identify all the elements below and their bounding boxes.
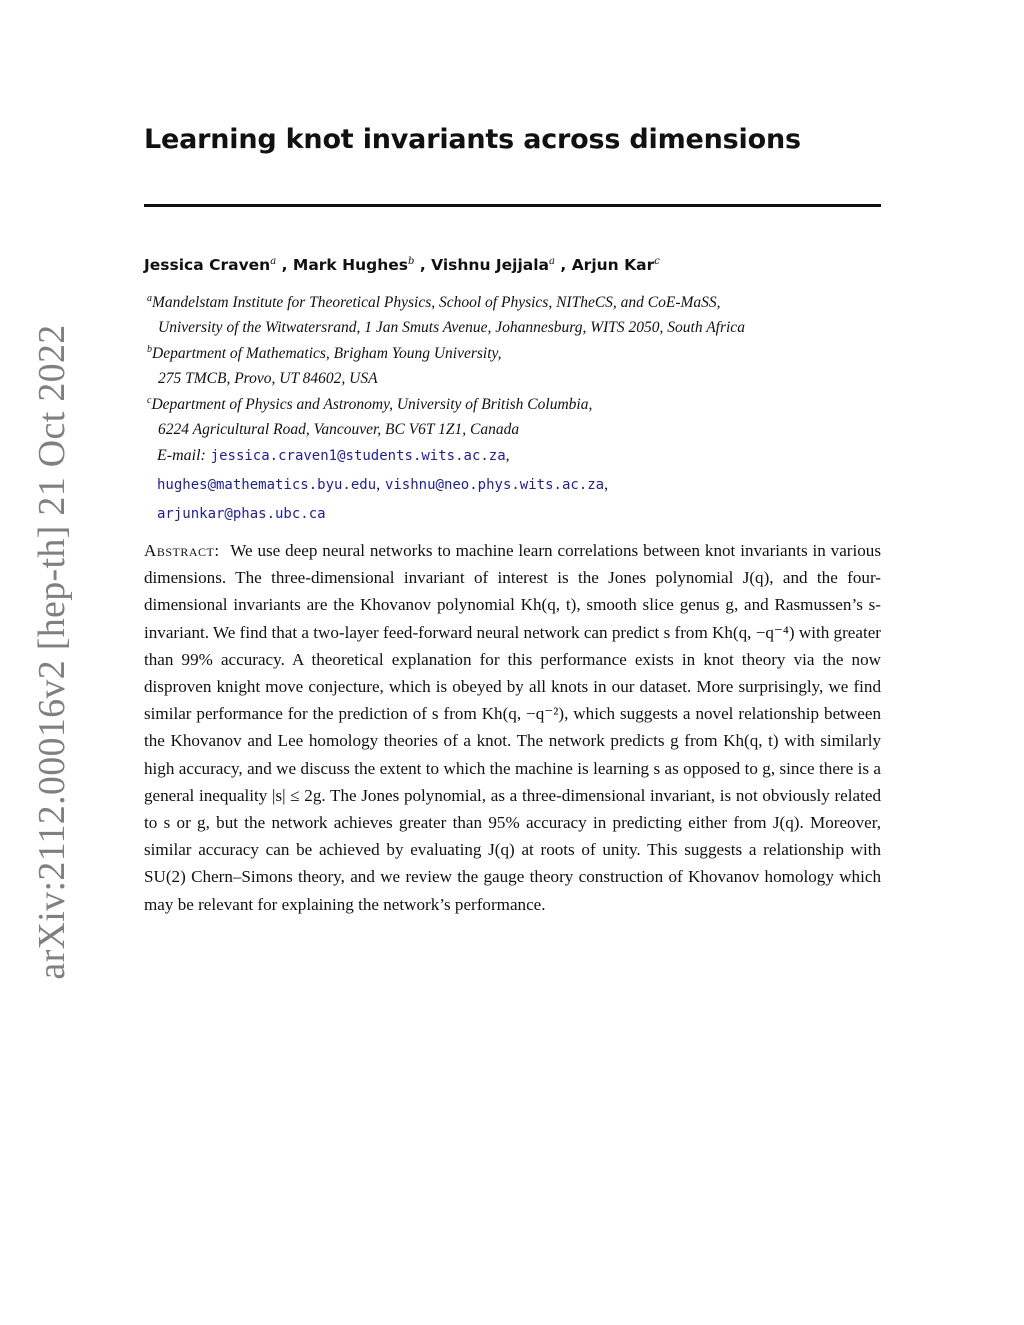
affiliation-line: 6224 Agricultural Road, Vancouver, BC V6T 1Z1, Canada <box>158 421 520 439</box>
affiliation-mark: a <box>549 256 555 267</box>
email-block <box>157 441 608 528</box>
email-separator: , <box>505 447 510 464</box>
abstract-heading: Abstract: <box>144 541 220 560</box>
affiliation-line: University of the Witwatersrand, 1 Jan Smuts Avenue, Johannesburg, WITS 2050, South Africa <box>158 319 745 337</box>
affiliation-mark: a <box>270 256 277 267</box>
affiliation-c <box>147 388 592 442</box>
email-label: E-mail: <box>157 447 206 464</box>
author-name: Arjun Kar <box>571 256 655 275</box>
author-name: Jessica Craven <box>144 256 271 275</box>
affiliation-line: Mandelstam Institute for Theoretical Physics, School of Physics, NITheCS, and CoE-MaSS, <box>152 294 721 312</box>
author-list <box>144 256 660 274</box>
email-link[interactable]: arjunkar@phas.ubc.ca <box>157 506 326 522</box>
affiliation-mark: b <box>408 256 415 267</box>
author-name: Mark Hughes <box>292 256 408 275</box>
affiliation-mark: a <box>147 293 152 304</box>
title-rule <box>144 204 881 207</box>
affiliation-mark: b <box>147 344 152 355</box>
email-link[interactable]: hughes@mathematics.byu.edu <box>157 477 377 493</box>
affiliation-line: Department of Physics and Astronomy, University of British Columbia, <box>151 396 593 414</box>
arxiv-identifier-stamp: arXiv:2112.00016v2 [hep-th] 21 Oct 2022 <box>31 324 73 980</box>
author-name: Vishnu Jejjala <box>431 256 550 275</box>
email-separator: , <box>376 476 381 493</box>
paper-title: Learning knot invariants across dimensions <box>144 124 801 155</box>
affiliation-line: Department of Mathematics, Brigham Young University, <box>152 345 502 363</box>
abstract <box>144 537 881 918</box>
email-separator: , <box>604 476 609 493</box>
author-separator: , <box>419 256 426 275</box>
affiliation-a <box>147 286 745 340</box>
author-separator: , <box>281 256 288 275</box>
email-link[interactable]: vishnu@neo.phys.wits.ac.za <box>384 477 605 493</box>
affiliation-b <box>147 337 501 391</box>
author-separator: , <box>560 256 567 275</box>
affiliation-mark: c <box>654 256 660 267</box>
abstract-text: We use deep neural networks to machine learn correlations between knot invariants in various dimensions. The three-dimensional invariant of interest is the Jones polynomial J(q), and the four-dimensional invariants are the Khovanov polynomial Kh(q, t), smooth slice genus g, and Rasmussen’s s-invariant. We find that a two-layer feed-forward neural network can predict s from Kh(q, −q⁻⁴) with greater than 99% accuracy. A theoretical explanation for this performance exists in knot theory via the now disproven knight move conjecture, which is obeyed by all knots in our dataset. More surprisingly, we find similar performance for the prediction of s from Kh(q, −q⁻²), which suggests a novel relationship between the Khovanov and Lee homology theories of a knot. The network predicts g from Kh(q, t) with similarly high accuracy, and we discuss the extent to which the machine is learning s as opposed to g, since there is a general inequality |s| ≤ 2g. The Jones polynomial, as a three-dimensional invariant, is not obviously related to s or g, but the network achieves greater than 95% accuracy in predicting either from J(q). Moreover, similar accuracy can be achieved by evaluating J(q) at roots of unity. This suggests a relationship with SU(2) Chern–Simons theory, and we review the gauge theory construction of Khovanov homology which may be relevant for explaining the network’s performance. <box>144 541 881 914</box>
affiliation-line: 275 TMCB, Provo, UT 84602, USA <box>158 370 378 388</box>
email-link[interactable]: jessica.craven1@students.wits.ac.za <box>210 448 506 464</box>
affiliation-mark: c <box>147 395 152 406</box>
